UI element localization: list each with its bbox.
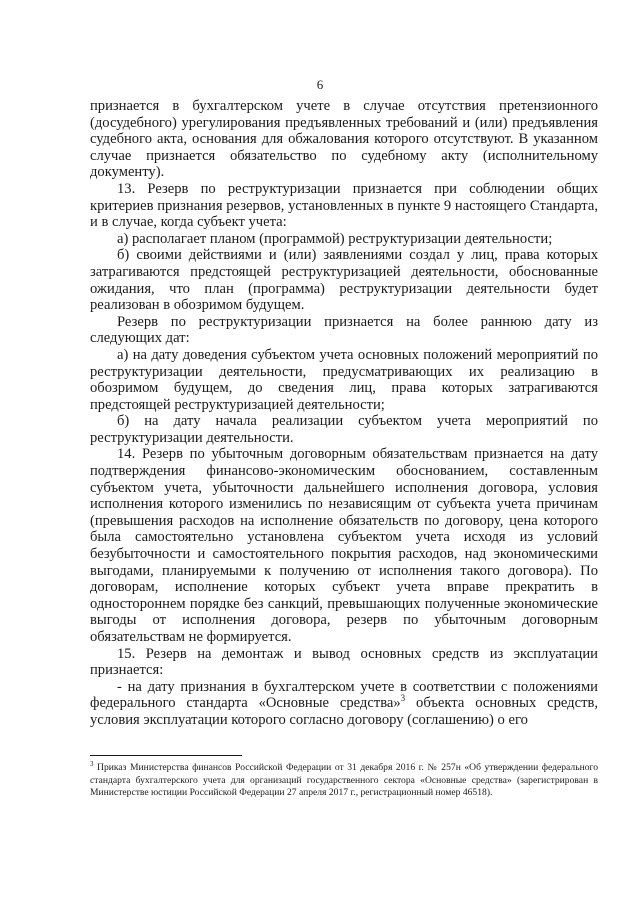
- paragraph-date-a: а) на дату доведения субъектом учета основных положений мероприятий по реструктуризации деятельности, предусматривающих их реализацию в обозримом будущем, до сведения лиц, права которых затрагиваются предстоящей реструктуризацией деятельности;: [90, 346, 598, 413]
- document-body: [90, 98, 598, 729]
- paragraph-item-14: 14. Резерв по убыточным договорным обязательствам признается на дату подтверждения финансово-экономическим обоснованием, составленным субъектом учета, убыточности дальнейшего исполнения договора, условия исполнения которого изменились по независящим от субъекта учета причинам (превышения расходов на исполнение обязательств по договору, цена которого была самостоятельно установлена субъектом учета исходя из условий безубыточности и самостоятельного покрытия расходов, над экономическими выгодами, планируемыми к получению от исполнения такого договора). По договорам, исполнение которых субъект учета вправе прекратить в одностороннем порядке без санкций, превышающих полученные экономические выгоды от исполнения договора, резерв по убыточным договорным обязательствам не формируется.: [90, 446, 598, 645]
- paragraph-item-13: 13. Резерв по реструктуризации признается при соблюдении общих критериев признания резервов, установленных в пункте 9 настоящего Стандарта, и в случае, когда субъект учета:: [90, 180, 598, 231]
- paragraph-item-13a: а) располагает планом (программой) реструктуризации деятельности;: [117, 230, 553, 247]
- footnote-text: Приказ Министерства финансов Российской Федерации от 31 декабря 2016 г. № 257н «Об утверждении федерального стандарта бухгалтерского учета для организаций государственного сектора «Основные средства» (зарегистрирован в Министерстве юстиции Российской Федерации 27 апреля 2017 г., регистрационный номер 46518).: [90, 762, 598, 799]
- paragraph-item-15: 15. Резерв на демонтаж и вывод основных средств из эксплуатации признается:: [90, 645, 598, 679]
- paragraph-item-13b: б) своими действиями и (или) заявлениями создал у лиц, права которых затрагиваются предстоящей реструктуризацией деятельности, обоснованные ожидания, что план (программа) реструктуризации деятельности будет реализован в обозримом будущем.: [90, 247, 598, 314]
- page-number: 6: [316, 77, 324, 92]
- paragraph-text-after-ref: объекта основных средств, условия эксплуатации которого согласно договору (соглашению) о его: [90, 695, 598, 728]
- paragraph: признается в бухгалтерском учете в случае отсутствия претензионного (досудебного) урегулирования предъявленных требований и (или) предъявления судебного акта, основания для обжалования которого отсутствуют. В указанном случае признается обязательство по судебному акту (исполнительному документу).: [90, 98, 598, 181]
- paragraph-recognition-date: [90, 679, 598, 729]
- footnote-reference[interactable]: 3: [400, 693, 406, 704]
- footnote: [90, 759, 598, 800]
- footnote-divider: [90, 755, 242, 756]
- paragraph-text-before-ref: - на дату признания в бухгалтерском учете в соответствии с положениями федерального стандарта «Основные средства»: [90, 678, 598, 712]
- paragraph-date-b: б) на дату начала реализации субъектом учета мероприятий по реструктуризации деятельности.: [90, 413, 598, 446]
- paragraph-earliest-date: Резерв по реструктуризации признается на более раннюю дату из следующих дат:: [90, 313, 598, 347]
- footnote-marker: 3: [90, 759, 94, 768]
